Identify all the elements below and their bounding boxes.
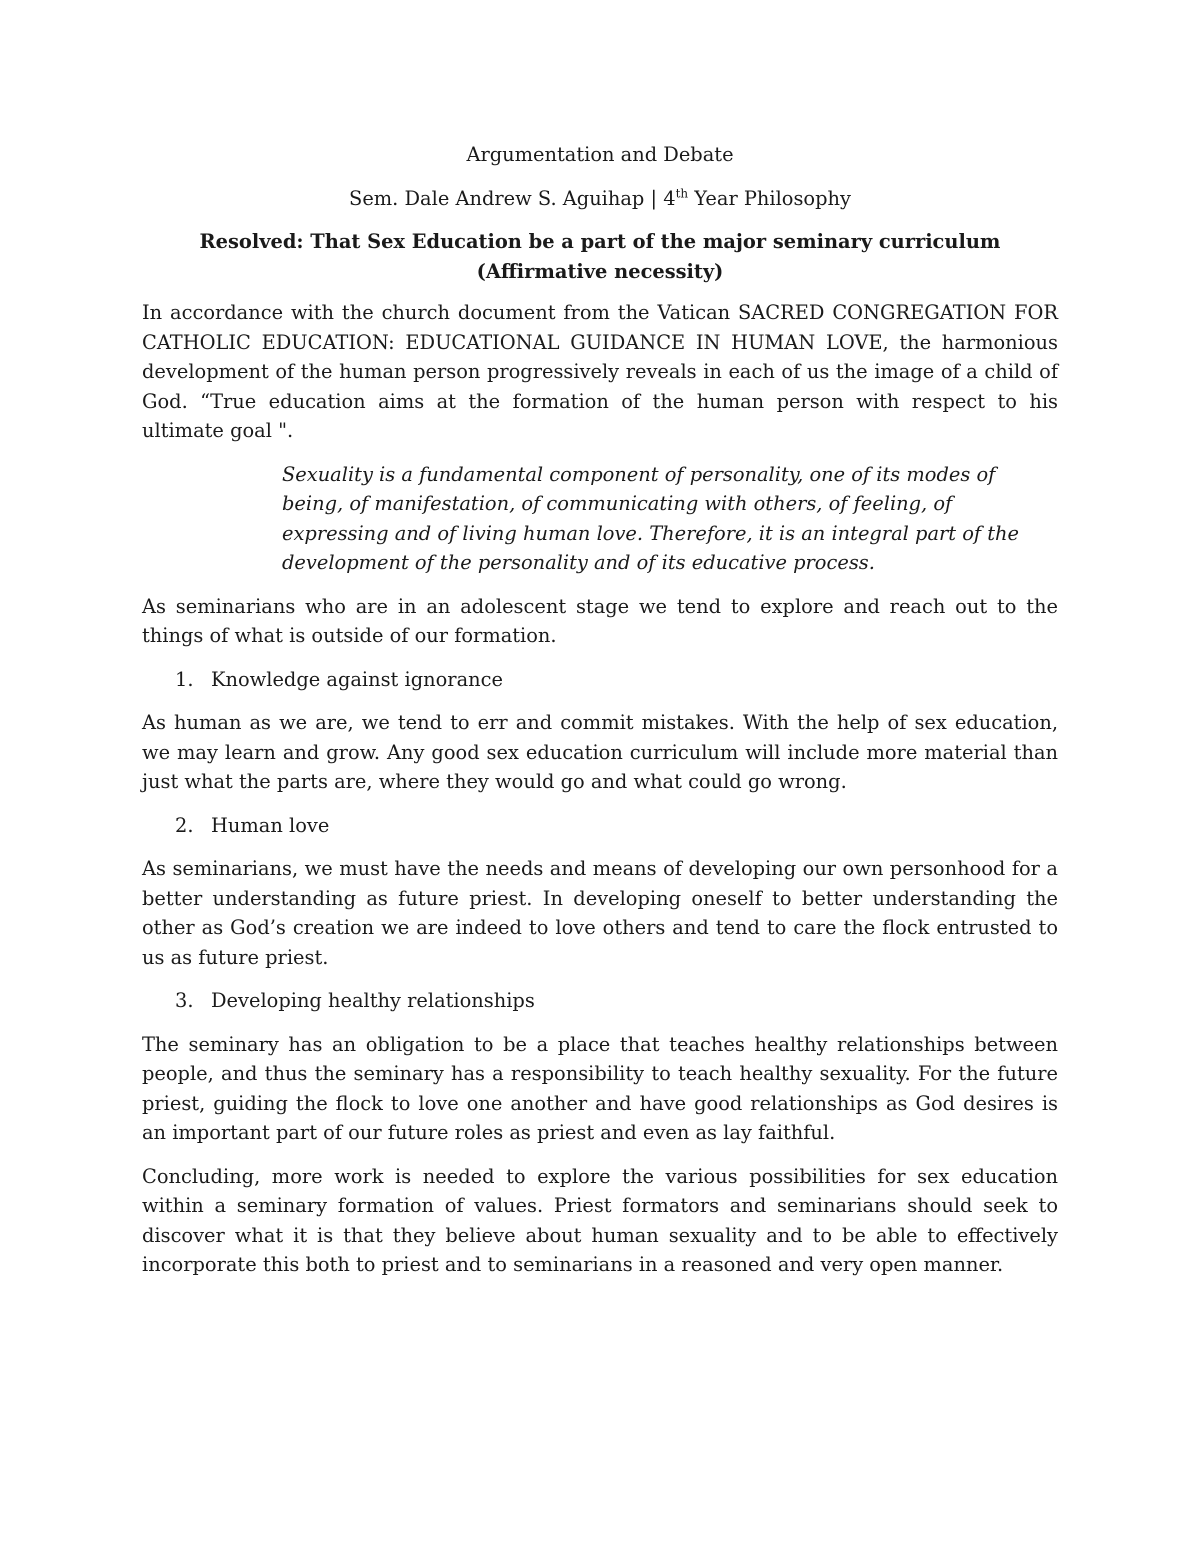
list-item bbox=[142, 811, 1058, 841]
intro-paragraph: In accordance with the church document from the Vatican SACRED CONGREGATION FOR CATHOLIC EDUCATION: EDUCATIONAL GUIDANCE IN HUMAN LOVE, the harmonious development of the human person progressively reveals in each of us the image of a child of God. “True education aims at the formation of the human person with respect to his ultimate goal ". bbox=[142, 301, 1058, 442]
document-title: Argumentation and Debate bbox=[466, 143, 734, 166]
lead-paragraph: As seminarians who are in an adolescent stage we tend to explore and reach out to the things of what is outside of our formation. bbox=[142, 594, 1058, 647]
list-number: 1. bbox=[175, 667, 194, 691]
author-line bbox=[142, 184, 1058, 214]
document-body bbox=[142, 140, 1058, 1294]
point-paragraph: As human as we are, we tend to err and commit mistakes. With the help of sex education, we may learn and grow. Any good sex education curriculum will include more material than just what the parts are, where they would go and what could go wrong. bbox=[142, 711, 1058, 793]
list-heading: Developing healthy relationships bbox=[211, 989, 535, 1012]
list-number: 2. bbox=[175, 813, 194, 837]
resolution-heading: Resolved: That Sex Education be a part of the major seminary curriculum (Affirmative necessity) bbox=[199, 230, 1001, 283]
block-quote: Sexuality is a fundamental component of personality, one of its modes of being, of manifestation, of communicating with others, of feeling, of expressing and of living human love. Therefore, it is an integral part of the development of the personality and of its educative process. bbox=[282, 462, 1019, 574]
conclusion-paragraph: Concluding, more work is needed to explore the various possibilities for sex education within a seminary formation of values. Priest formators and seminarians should seek to discover what it is that they believe about human sexuality and to be able to effectively incorporate this both to priest and to seminarians in a reasoned and very open manner. bbox=[142, 1164, 1058, 1276]
author-superscript: th bbox=[675, 186, 689, 201]
author-suffix: Year Philosophy bbox=[688, 186, 851, 210]
list-heading: Human love bbox=[211, 813, 330, 837]
list-item bbox=[142, 986, 1058, 1016]
list-number: 3. bbox=[175, 989, 194, 1012]
list-heading: Knowledge against ignorance bbox=[211, 667, 503, 691]
point-paragraph: The seminary has an obligation to be a place that teaches healthy relationships between people, and thus the seminary has a responsibility to teach healthy sexuality. For the future priest, guiding the flock to love one another and have good relationships as God desires is an important part of our future roles as priest and even as lay faithful. bbox=[142, 1032, 1058, 1144]
author-prefix: Sem. Dale Andrew S. Aguihap | 4 bbox=[349, 186, 676, 210]
point-paragraph: As seminarians, we must have the needs and means of developing our own personhood for a better understanding as future priest. In developing oneself to better understanding the other as God’s creation we are indeed to love others and tend to care the flock entrusted to us as future priest. bbox=[142, 857, 1058, 969]
list-item bbox=[142, 665, 1058, 695]
